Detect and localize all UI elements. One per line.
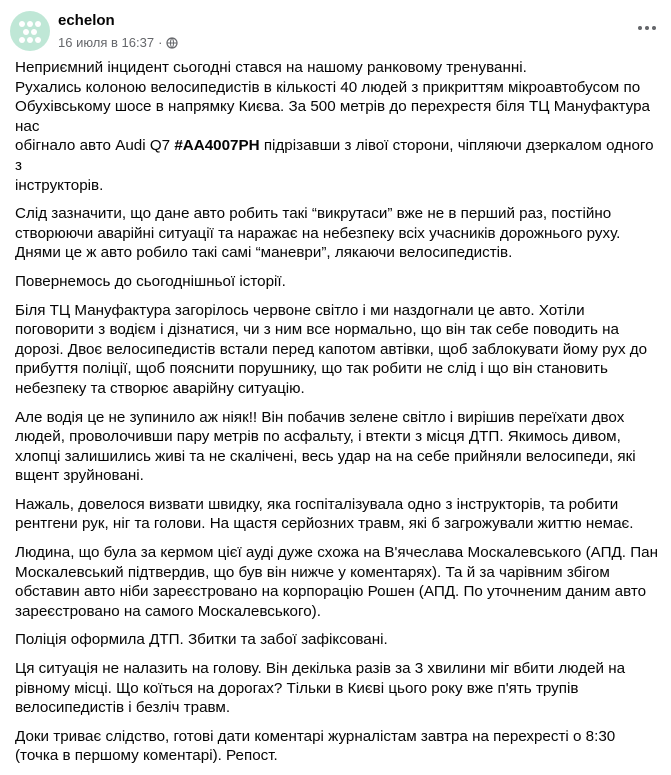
paragraph-line: інструкторів. <box>15 176 104 194</box>
post-paragraph-9: Ця ситуація не налазить на голову. Він декілька разів за 3 хвилини міг вбити людей на рівному місці. Що коїться на дорогах? Тільки в Києві цього року вже п'ять трупів велосипедистів і безліч травм. <box>15 660 626 717</box>
globe-icon[interactable] <box>166 37 178 49</box>
paragraph-line: Обухівському шосе в напрямку Києва. За 500 метрів до перехрестя біля ТЦ Мануфактура нас <box>15 98 650 135</box>
post-paragraph-3: Повернемось до сьогоднішньої історії. <box>15 272 286 290</box>
post-paragraph-2: Слід зазначити, що дане авто робить такі “викрутаси” вже не в перший раз, постійно створюючи аварійні ситуації та наражає на небезпеку всіх учасників дорожнього руху. Днями це ж авто робило такі самі “маневри”, лякаючи велосипедистів. <box>15 205 621 262</box>
post-paragraph-5: Але водія це не зупинило аж ніяк!! Він побачив зелене світло і вирішив переїхати двох людей, проволочивши пару метрів по асфальту, і втекти з місця ДТП. Якимось дивом, хлопці залишились живі та не скалічені, весь удар на на себе прийняли велосипеди, які вщент зруйновані. <box>15 408 636 485</box>
post-paragraph-1 <box>15 58 661 195</box>
meta-separator: · <box>158 35 163 50</box>
post-paragraph-4: Біля ТЦ Мануфактура загорілось червоне світло і ми наздогнали це авто. Хотіли поговорити з водієм і дізнатися, чи з ним все нормально, що він так себе поводить на дорозі. Двоє велосипедистів встали перед капотом автівки, щоб заблокувати йому рух до прибуття поліції, щоб пояснити порушнику, що так робити не слід і що він становить небезпеку та створює аварійну ситуацію. <box>15 301 648 397</box>
post-body <box>15 58 661 775</box>
avatar[interactable] <box>10 11 50 51</box>
paragraph-line: підрізавши з лівої сторони, чіпляючи дзеркалом одного з <box>15 137 654 174</box>
post-paragraph-8: Поліція оформила ДТП. Збитки та забої зафіксовані. <box>15 631 388 649</box>
post-meta <box>58 35 178 50</box>
more-options-icon[interactable] <box>635 18 659 38</box>
hashtag-link[interactable]: #AA4007PH <box>174 137 260 155</box>
paragraph-line: Рухались колоною велосипедистів в кількості 40 людей з прикриттям мікроавтобусом по <box>15 78 641 96</box>
author-name[interactable]: echelon <box>58 12 115 29</box>
post-paragraph-7: Людина, що була за кермом цієї ауді дуже схожа на В'ячеслава Москалевського (АПД. Пан Москалевський підтвердив, що був він нижче у коментарях). Та й за чарівним збігом обставин авто ніби зареєстровано на корпорацію Рошен (АПД. По уточненим даним авто зареєстровано на самого Москалевського). <box>15 544 658 620</box>
post-paragraph-6: Нажаль, довелося визвати швидку, яка госпіталізувала одно з інструкторів, та робити рентгени рук, ніг та голови. На щастя серйозних травм, які б загрожували життю немає. <box>15 495 634 533</box>
paragraph-line: обігнало авто Audi Q7 <box>15 137 175 155</box>
paragraph-line: Неприємний інцидент сьогодні стався на нашому ранковому тренуванні. <box>15 59 527 76</box>
post-paragraph-10: Доки триває слідство, готові дати коментарі журналістам завтра на перехресті о 8:30 (точка в першому коментарі). Репост. <box>15 727 616 765</box>
post-header <box>10 8 661 58</box>
post-timestamp[interactable]: 16 июля в 16:37 <box>58 35 155 50</box>
